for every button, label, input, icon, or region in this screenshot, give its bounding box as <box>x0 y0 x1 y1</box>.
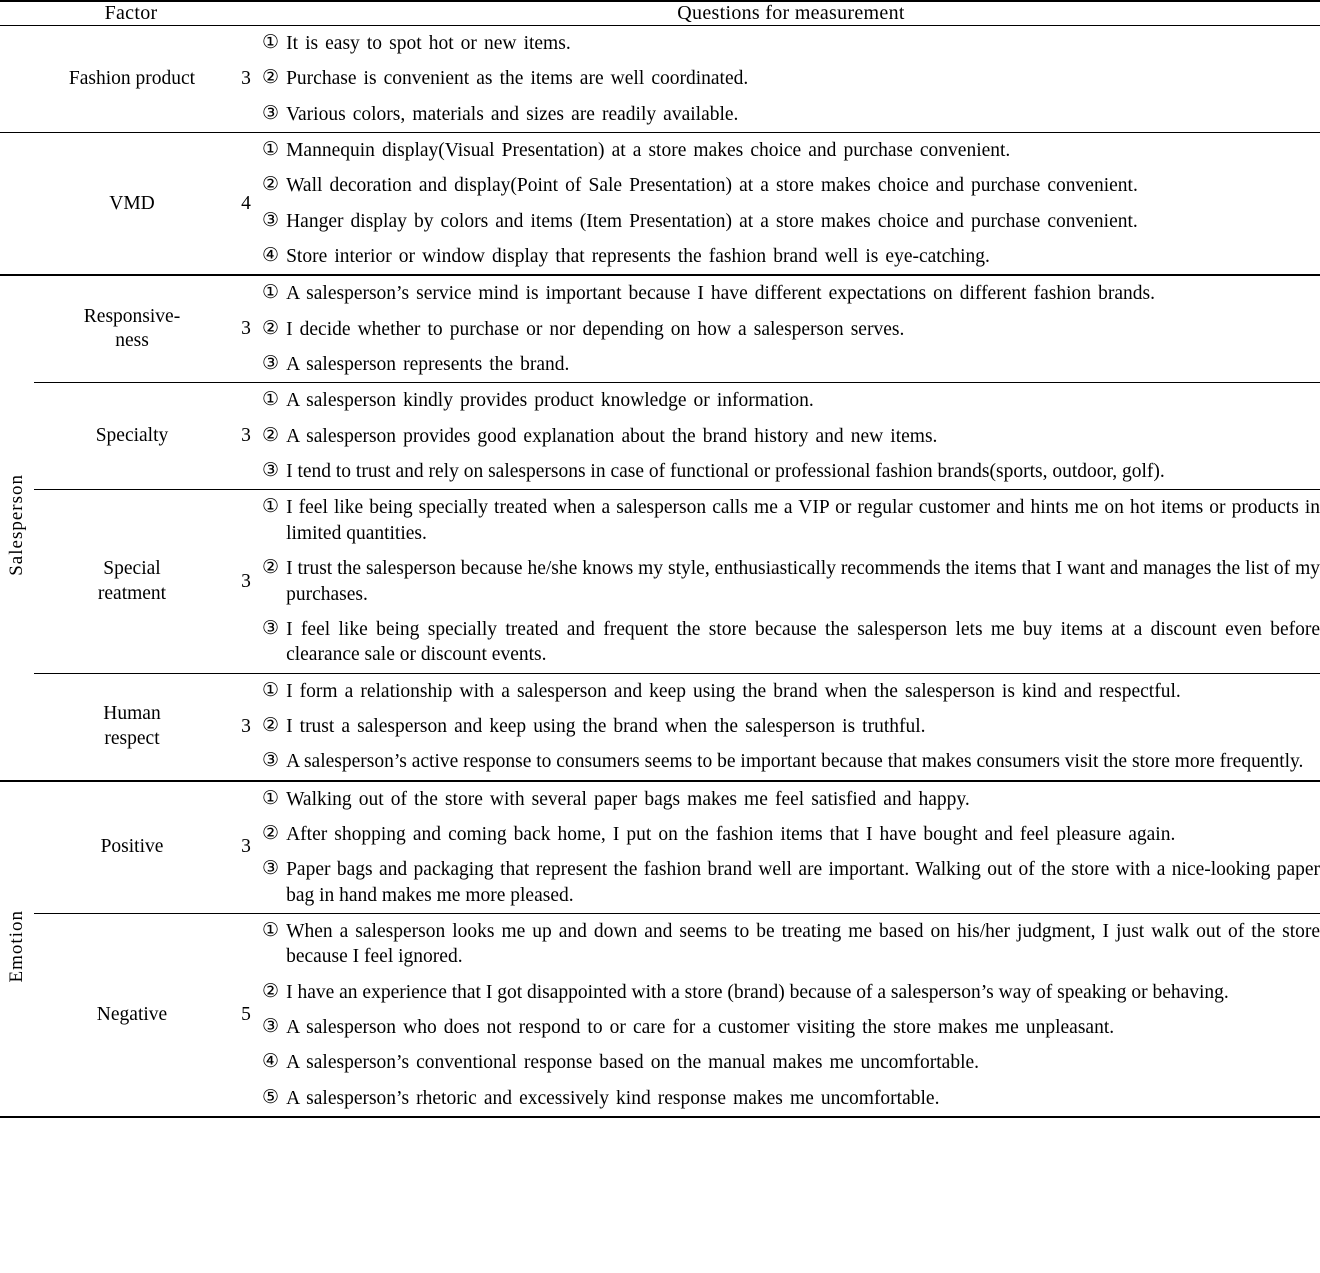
items-vmd <box>262 133 1320 276</box>
item-marker: ① <box>262 787 280 809</box>
factor-human-respect <box>34 673 230 781</box>
item-marker: ③ <box>262 858 280 880</box>
table-row-special-treatment <box>0 490 1320 673</box>
item-marker: ② <box>262 714 280 736</box>
header-questions: Questions for measurement <box>262 1 1320 26</box>
item-marker: ② <box>262 980 280 1002</box>
items-special-treatment <box>262 490 1320 673</box>
item-marker: ① <box>262 282 280 304</box>
group-label-text: Salesperson <box>6 474 27 576</box>
item-marker: ② <box>262 424 280 446</box>
item-text: I tend to trust and rely on salespersons in case of functional or professional fashion brands(sports, outdoor, golf). <box>286 461 1165 483</box>
item-marker: ① <box>262 389 280 411</box>
item-text: It is easy to spot hot or new items. <box>286 33 571 54</box>
list-item <box>262 551 1320 612</box>
item-marker: ③ <box>262 1015 280 1037</box>
list-item <box>262 133 1320 168</box>
item-marker: ③ <box>262 353 280 375</box>
list-item <box>262 852 1320 913</box>
items-human-respect <box>262 673 1320 781</box>
table-row-negative <box>0 913 1320 1117</box>
item-marker: ② <box>262 317 280 339</box>
group-label-emotion <box>0 781 34 1117</box>
list-item <box>262 419 1320 454</box>
list-item <box>262 347 1320 382</box>
factor-negative: Negative <box>34 913 230 1117</box>
item-text: A salesperson’s active response to consumers seems to be important because that makes consumers visit the store more frequently. <box>286 751 1304 773</box>
item-text: Paper bags and packaging that represent the fashion brand well are important. Walking out of the store with a nice-looking paper bag in hand makes me more pleased. <box>286 859 1320 906</box>
list-item <box>262 744 1320 779</box>
item-text: Wall decoration and display(Point of Sale Presentation) at a store makes choice and purchase convenient. <box>286 175 1138 197</box>
table-row-vmd <box>0 133 1320 276</box>
items-negative <box>262 913 1320 1117</box>
list-item <box>262 276 1320 311</box>
list-item <box>262 782 1320 817</box>
item-marker: ③ <box>262 102 280 124</box>
factor-vmd: VMD <box>34 133 230 276</box>
factor-positive: Positive <box>34 781 230 914</box>
item-marker: ① <box>262 919 280 941</box>
table-header-row <box>0 1 1320 26</box>
item-marker: ③ <box>262 750 280 772</box>
group-label-none <box>0 133 34 276</box>
factor-line-2: respect <box>104 727 160 749</box>
list-item <box>262 454 1320 489</box>
list-item <box>262 817 1320 852</box>
list-item <box>262 612 1320 673</box>
list-item <box>262 975 1320 1010</box>
item-text: After shopping and coming back home, I put on the fashion items that I have bought and feel pleasure again. <box>286 823 1176 845</box>
item-text: I feel like being specially treated and frequent the store because the salesperson lets me buy items at a discount even before clearance sale or discount events. <box>286 618 1320 666</box>
list-item <box>262 97 1320 132</box>
item-marker: ② <box>262 557 280 579</box>
list-item <box>262 914 1320 975</box>
factor-fashion-product: Fashion product <box>34 26 230 133</box>
list-item <box>262 1010 1320 1045</box>
list-item <box>262 383 1320 418</box>
factor-line-1: Responsive- <box>83 306 181 328</box>
item-marker: ① <box>262 32 280 53</box>
list-item <box>262 61 1320 96</box>
factor-special-treatment <box>34 490 230 673</box>
item-text: A salesperson’s conventional response based on the manual makes me uncomfortable. <box>286 1052 980 1074</box>
item-text: A salesperson’s rhetoric and excessively kind response makes me uncomfortable. <box>286 1087 940 1109</box>
factor-line-1: Special <box>103 558 161 580</box>
items-responsiveness <box>262 275 1320 383</box>
table-row-fashion-product <box>0 26 1320 133</box>
item-text: Hanger display by colors and items (Item Presentation) at a store makes choice and purchase convenient. <box>286 210 1138 232</box>
table-row-specialty <box>0 383 1320 490</box>
item-text: I trust a salesperson and keep using the brand when the salesperson is truthful. <box>286 715 926 737</box>
item-text: When a salesperson looks me up and down and seems to be treating me based on his/her judgment, I just walk out of the store because I feel ignored. <box>286 920 1320 968</box>
item-text: Mannequin display(Visual Presentation) at a store makes choice and purchase convenient. <box>286 140 1011 162</box>
count-vmd: 4 <box>230 133 262 276</box>
table-row-human-respect <box>0 673 1320 781</box>
count-human-respect: 3 <box>230 673 262 781</box>
item-text: I feel like being specially treated when a salesperson calls me a VIP or regular customer and hints me on hot items or products in limited quantities. <box>286 497 1320 544</box>
item-text: Purchase is convenient as the items are well coordinated. <box>286 68 749 90</box>
list-item <box>262 1081 1320 1116</box>
factor-line-2: ness <box>115 330 149 352</box>
item-text: I decide whether to purchase or nor depending on how a salesperson serves. <box>286 318 905 340</box>
count-negative: 5 <box>230 913 262 1117</box>
item-marker: ② <box>262 174 280 196</box>
item-text: A salesperson who does not respond to or care for a customer visiting the store makes me unpleasant. <box>286 1016 1115 1038</box>
item-text: Walking out of the store with several paper bags makes me feel satisfied and happy. <box>286 788 970 810</box>
count-fashion-product: 3 <box>230 26 262 133</box>
item-marker: ③ <box>262 460 280 482</box>
list-item <box>262 26 1320 61</box>
list-item <box>262 239 1320 274</box>
group-label-salesperson <box>0 275 34 780</box>
item-text: Store interior or window display that represents the fashion brand well is eye-catching. <box>286 246 990 268</box>
item-marker: ③ <box>262 209 280 231</box>
item-marker: ③ <box>262 617 280 639</box>
count-positive: 3 <box>230 781 262 914</box>
list-item <box>262 709 1320 744</box>
item-marker: ④ <box>262 1051 280 1073</box>
item-text: A salesperson’s service mind is important because I have different expectations on different fashion brands. <box>286 283 1155 305</box>
header-factor: Factor <box>0 1 262 26</box>
item-text: A salesperson kindly provides product knowledge or information. <box>286 390 814 412</box>
item-text: I form a relationship with a salesperson and keep using the brand when the salesperson is kind and respectful. <box>286 680 1181 702</box>
list-item <box>262 490 1320 551</box>
list-item <box>262 168 1320 203</box>
count-responsiveness: 3 <box>230 275 262 383</box>
list-item <box>262 674 1320 709</box>
item-text: I trust the salesperson because he/she knows my style, enthusiastically recommends the items that I want and manages the list of my purchases. <box>286 558 1320 605</box>
item-text: A salesperson provides good explanation about the brand history and new items. <box>286 425 938 447</box>
factor-line-2: reatment <box>97 582 167 604</box>
items-fashion-product <box>262 26 1320 133</box>
item-text: Various colors, materials and sizes are readily available. <box>286 103 739 125</box>
factor-specialty: Specialty <box>34 383 230 490</box>
count-specialty: 3 <box>230 383 262 490</box>
group-label-none <box>0 26 34 133</box>
table-row-positive <box>0 781 1320 914</box>
factor-line-1: Human <box>103 703 161 725</box>
item-text: A salesperson represents the brand. <box>286 354 570 376</box>
items-specialty <box>262 383 1320 490</box>
items-positive <box>262 781 1320 914</box>
factor-responsiveness <box>34 275 230 383</box>
group-label-text: Emotion <box>6 909 27 982</box>
list-item <box>262 312 1320 347</box>
item-text: I have an experience that I got disappointed with a store (brand) because of a salesperson’s way of speaking or behaving. <box>286 981 1229 1003</box>
item-marker: ② <box>262 67 280 89</box>
list-item <box>262 204 1320 239</box>
item-marker: ② <box>262 822 280 844</box>
item-marker: ① <box>262 139 280 161</box>
item-marker: ④ <box>262 245 280 267</box>
table-row-responsiveness <box>0 275 1320 383</box>
list-item <box>262 1045 1320 1080</box>
item-marker: ① <box>262 496 280 518</box>
item-marker: ① <box>262 679 280 701</box>
count-special-treatment: 3 <box>230 490 262 673</box>
item-marker: ⑤ <box>262 1086 280 1108</box>
